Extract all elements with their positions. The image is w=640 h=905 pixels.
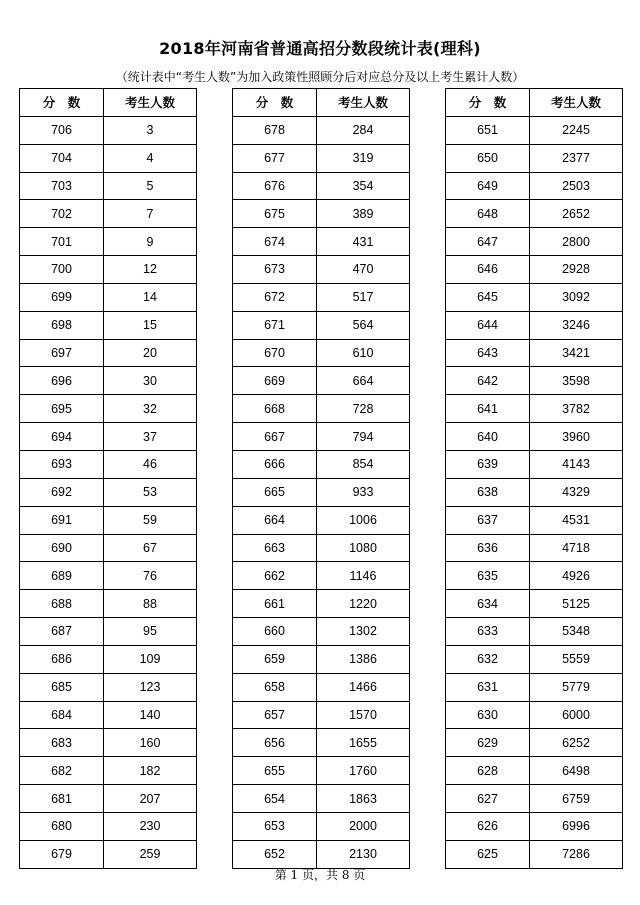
- count-cell: 12: [104, 256, 197, 284]
- table-row: [233, 562, 410, 590]
- table-row: [20, 423, 197, 451]
- score-cell: 662: [233, 562, 317, 590]
- count-cell: 1655: [317, 729, 410, 757]
- table-row: [20, 701, 197, 729]
- table-row: [20, 840, 197, 868]
- table-row: [446, 478, 623, 506]
- count-cell: 4531: [530, 506, 623, 534]
- count-cell: 5: [104, 172, 197, 200]
- count-cell: 1863: [317, 785, 410, 813]
- count-cell: 7: [104, 200, 197, 228]
- table-row: [446, 534, 623, 562]
- count-cell: 6759: [530, 785, 623, 813]
- table-row: [20, 283, 197, 311]
- table-row: [446, 673, 623, 701]
- count-cell: 5779: [530, 673, 623, 701]
- table-row: [20, 645, 197, 673]
- table-row: [446, 339, 623, 367]
- score-cell: 703: [20, 172, 104, 200]
- table-row: [233, 283, 410, 311]
- score-cell: 659: [233, 645, 317, 673]
- score-cell: 665: [233, 478, 317, 506]
- count-cell: 933: [317, 478, 410, 506]
- table-header-row: [20, 89, 197, 117]
- table-row: [233, 228, 410, 256]
- table-row: [446, 812, 623, 840]
- table-row: [233, 534, 410, 562]
- column-header-score: 分 数: [233, 89, 317, 117]
- table-row: [233, 729, 410, 757]
- score-cell: 690: [20, 534, 104, 562]
- table-row: [233, 506, 410, 534]
- score-cell: 704: [20, 144, 104, 172]
- score-cell: 679: [20, 840, 104, 868]
- count-cell: 5348: [530, 618, 623, 646]
- score-cell: 683: [20, 729, 104, 757]
- count-cell: 88: [104, 590, 197, 618]
- table-row: [446, 172, 623, 200]
- table-row: [20, 256, 197, 284]
- table-row: [233, 673, 410, 701]
- score-cell: 689: [20, 562, 104, 590]
- table-row: [20, 812, 197, 840]
- score-cell: 668: [233, 395, 317, 423]
- table-row: [446, 450, 623, 478]
- score-cell: 675: [233, 200, 317, 228]
- table-row: [446, 506, 623, 534]
- count-cell: 14: [104, 283, 197, 311]
- count-cell: 6252: [530, 729, 623, 757]
- score-cell: 636: [446, 534, 530, 562]
- table-row: [20, 478, 197, 506]
- count-cell: 1220: [317, 590, 410, 618]
- table-row: [233, 144, 410, 172]
- table-row: [20, 729, 197, 757]
- count-cell: 259: [104, 840, 197, 868]
- count-cell: 470: [317, 256, 410, 284]
- score-cell: 648: [446, 200, 530, 228]
- column-header-score: 分 数: [446, 89, 530, 117]
- score-cell: 700: [20, 256, 104, 284]
- table-row: [20, 339, 197, 367]
- score-cell: 627: [446, 785, 530, 813]
- table-row: [233, 200, 410, 228]
- count-cell: 2800: [530, 228, 623, 256]
- count-cell: 1006: [317, 506, 410, 534]
- count-cell: 32: [104, 395, 197, 423]
- table-row: [446, 423, 623, 451]
- count-cell: 9: [104, 228, 197, 256]
- count-cell: 319: [317, 144, 410, 172]
- table-row: [233, 116, 410, 144]
- score-cell: 677: [233, 144, 317, 172]
- score-cell: 657: [233, 701, 317, 729]
- count-cell: 2377: [530, 144, 623, 172]
- count-cell: 37: [104, 423, 197, 451]
- count-cell: 140: [104, 701, 197, 729]
- score-cell: 656: [233, 729, 317, 757]
- count-cell: 182: [104, 757, 197, 785]
- count-cell: 59: [104, 506, 197, 534]
- score-cell: 634: [446, 590, 530, 618]
- table-row: [233, 395, 410, 423]
- table-row: [446, 701, 623, 729]
- count-cell: 6996: [530, 812, 623, 840]
- table-row: [20, 757, 197, 785]
- count-cell: 610: [317, 339, 410, 367]
- count-cell: 1466: [317, 673, 410, 701]
- score-cell: 647: [446, 228, 530, 256]
- page-subtitle: （统计表中“考生人数”为加入政策性照顾分后对应总分及以上考生累计人数）: [115, 70, 525, 84]
- table-row: [20, 562, 197, 590]
- score-cell: 640: [446, 423, 530, 451]
- count-cell: 1146: [317, 562, 410, 590]
- score-cell: 653: [233, 812, 317, 840]
- page-footer: 第 1 页，共 8 页: [274, 868, 366, 882]
- score-cell: 701: [20, 228, 104, 256]
- score-cell: 630: [446, 701, 530, 729]
- table-row: [233, 256, 410, 284]
- count-cell: 46: [104, 450, 197, 478]
- score-cell: 685: [20, 673, 104, 701]
- table-row: [446, 311, 623, 339]
- score-cell: 691: [20, 506, 104, 534]
- table-row: [446, 645, 623, 673]
- score-cell: 641: [446, 395, 530, 423]
- score-cell: 632: [446, 645, 530, 673]
- score-cell: 666: [233, 450, 317, 478]
- table-row: [233, 618, 410, 646]
- score-cell: 655: [233, 757, 317, 785]
- count-cell: 517: [317, 283, 410, 311]
- table-row: [20, 228, 197, 256]
- score-cell: 663: [233, 534, 317, 562]
- table-row: [20, 673, 197, 701]
- count-cell: 76: [104, 562, 197, 590]
- count-cell: 3246: [530, 311, 623, 339]
- count-cell: 160: [104, 729, 197, 757]
- table-row: [233, 701, 410, 729]
- score-cell: 702: [20, 200, 104, 228]
- score-cell: 642: [446, 367, 530, 395]
- count-cell: 3960: [530, 423, 623, 451]
- column-header-count: 考生人数: [530, 89, 623, 117]
- count-cell: 207: [104, 785, 197, 813]
- score-cell: 696: [20, 367, 104, 395]
- table-row: [20, 534, 197, 562]
- count-cell: 431: [317, 228, 410, 256]
- score-cell: 649: [446, 172, 530, 200]
- score-cell: 676: [233, 172, 317, 200]
- table-row: [233, 339, 410, 367]
- score-cell: 652: [233, 840, 317, 868]
- table-row: [20, 200, 197, 228]
- count-cell: 4926: [530, 562, 623, 590]
- score-cell: 667: [233, 423, 317, 451]
- score-cell: 694: [20, 423, 104, 451]
- count-cell: 4329: [530, 478, 623, 506]
- table-row: [233, 311, 410, 339]
- score-cell: 638: [446, 478, 530, 506]
- count-cell: 67: [104, 534, 197, 562]
- table-row: [233, 423, 410, 451]
- count-cell: 854: [317, 450, 410, 478]
- table-row: [233, 840, 410, 868]
- score-cell: 650: [446, 144, 530, 172]
- count-cell: 3: [104, 116, 197, 144]
- score-cell: 633: [446, 618, 530, 646]
- score-cell: 645: [446, 283, 530, 311]
- score-cell: 693: [20, 450, 104, 478]
- count-cell: 354: [317, 172, 410, 200]
- count-cell: 4: [104, 144, 197, 172]
- table-row: [20, 172, 197, 200]
- column-header-score: 分 数: [20, 89, 104, 117]
- table-row: [446, 618, 623, 646]
- count-cell: 4718: [530, 534, 623, 562]
- count-cell: 2130: [317, 840, 410, 868]
- count-cell: 3092: [530, 283, 623, 311]
- score-table-2: [232, 88, 410, 869]
- score-cell: 635: [446, 562, 530, 590]
- table-row: [446, 785, 623, 813]
- score-cell: 682: [20, 757, 104, 785]
- table-row: [446, 367, 623, 395]
- score-cell: 625: [446, 840, 530, 868]
- table-row: [20, 618, 197, 646]
- count-cell: 6000: [530, 701, 623, 729]
- table-row: [446, 590, 623, 618]
- score-cell: 637: [446, 506, 530, 534]
- table-row: [446, 729, 623, 757]
- table-header-row: [233, 89, 410, 117]
- count-cell: 123: [104, 673, 197, 701]
- table-row: [233, 367, 410, 395]
- score-cell: 644: [446, 311, 530, 339]
- table-row: [446, 256, 623, 284]
- count-cell: 1760: [317, 757, 410, 785]
- count-cell: 284: [317, 116, 410, 144]
- count-cell: 2928: [530, 256, 623, 284]
- table-row: [446, 840, 623, 868]
- count-cell: 3782: [530, 395, 623, 423]
- score-cell: 671: [233, 311, 317, 339]
- score-cell: 626: [446, 812, 530, 840]
- score-cell: 698: [20, 311, 104, 339]
- table-header-row: [446, 89, 623, 117]
- score-cell: 688: [20, 590, 104, 618]
- score-cell: 699: [20, 283, 104, 311]
- count-cell: 664: [317, 367, 410, 395]
- score-cell: 661: [233, 590, 317, 618]
- count-cell: 15: [104, 311, 197, 339]
- score-cell: 658: [233, 673, 317, 701]
- table-row: [446, 228, 623, 256]
- count-cell: 4143: [530, 450, 623, 478]
- score-cell: 664: [233, 506, 317, 534]
- table-row: [20, 311, 197, 339]
- score-cell: 660: [233, 618, 317, 646]
- table-row: [446, 757, 623, 785]
- count-cell: 1302: [317, 618, 410, 646]
- score-cell: 672: [233, 283, 317, 311]
- table-row: [20, 116, 197, 144]
- count-cell: 2000: [317, 812, 410, 840]
- column-header-count: 考生人数: [104, 89, 197, 117]
- count-cell: 30: [104, 367, 197, 395]
- score-cell: 692: [20, 478, 104, 506]
- table-row: [20, 395, 197, 423]
- score-cell: 631: [446, 673, 530, 701]
- score-cell: 687: [20, 618, 104, 646]
- count-cell: 794: [317, 423, 410, 451]
- score-cell: 680: [20, 812, 104, 840]
- count-cell: 230: [104, 812, 197, 840]
- count-cell: 6498: [530, 757, 623, 785]
- table-row: [233, 172, 410, 200]
- score-cell: 706: [20, 116, 104, 144]
- score-cell: 678: [233, 116, 317, 144]
- score-cell: 674: [233, 228, 317, 256]
- count-cell: 2503: [530, 172, 623, 200]
- count-cell: 389: [317, 200, 410, 228]
- count-cell: 5559: [530, 645, 623, 673]
- score-cell: 669: [233, 367, 317, 395]
- count-cell: 2245: [530, 116, 623, 144]
- score-cell: 684: [20, 701, 104, 729]
- table-row: [20, 590, 197, 618]
- count-cell: 109: [104, 645, 197, 673]
- score-cell: 681: [20, 785, 104, 813]
- count-cell: 7286: [530, 840, 623, 868]
- table-row: [233, 590, 410, 618]
- score-table-3: [445, 88, 623, 869]
- count-cell: 3421: [530, 339, 623, 367]
- count-cell: 728: [317, 395, 410, 423]
- score-cell: 673: [233, 256, 317, 284]
- score-cell: 628: [446, 757, 530, 785]
- score-cell: 629: [446, 729, 530, 757]
- count-cell: 564: [317, 311, 410, 339]
- table-row: [233, 645, 410, 673]
- table-row: [233, 478, 410, 506]
- page-title: 2018年河南省普通高招分数段统计表(理科): [159, 39, 481, 58]
- count-cell: 3598: [530, 367, 623, 395]
- score-cell: 695: [20, 395, 104, 423]
- count-cell: 53: [104, 478, 197, 506]
- score-cell: 646: [446, 256, 530, 284]
- table-row: [20, 367, 197, 395]
- table-row: [20, 506, 197, 534]
- score-cell: 654: [233, 785, 317, 813]
- score-cell: 670: [233, 339, 317, 367]
- table-row: [20, 144, 197, 172]
- table-row: [446, 200, 623, 228]
- table-row: [446, 283, 623, 311]
- count-cell: 1570: [317, 701, 410, 729]
- count-cell: 5125: [530, 590, 623, 618]
- table-row: [446, 395, 623, 423]
- score-cell: 639: [446, 450, 530, 478]
- score-table-1: [19, 88, 197, 869]
- count-cell: 1386: [317, 645, 410, 673]
- score-cell: 651: [446, 116, 530, 144]
- count-cell: 1080: [317, 534, 410, 562]
- table-row: [446, 562, 623, 590]
- table-row: [233, 757, 410, 785]
- count-cell: 2652: [530, 200, 623, 228]
- count-cell: 95: [104, 618, 197, 646]
- table-row: [233, 450, 410, 478]
- table-row: [233, 785, 410, 813]
- score-cell: 686: [20, 645, 104, 673]
- table-row: [446, 144, 623, 172]
- score-cell: 697: [20, 339, 104, 367]
- table-row: [446, 116, 623, 144]
- column-header-count: 考生人数: [317, 89, 410, 117]
- table-row: [20, 785, 197, 813]
- score-cell: 643: [446, 339, 530, 367]
- count-cell: 20: [104, 339, 197, 367]
- table-row: [233, 812, 410, 840]
- table-row: [20, 450, 197, 478]
